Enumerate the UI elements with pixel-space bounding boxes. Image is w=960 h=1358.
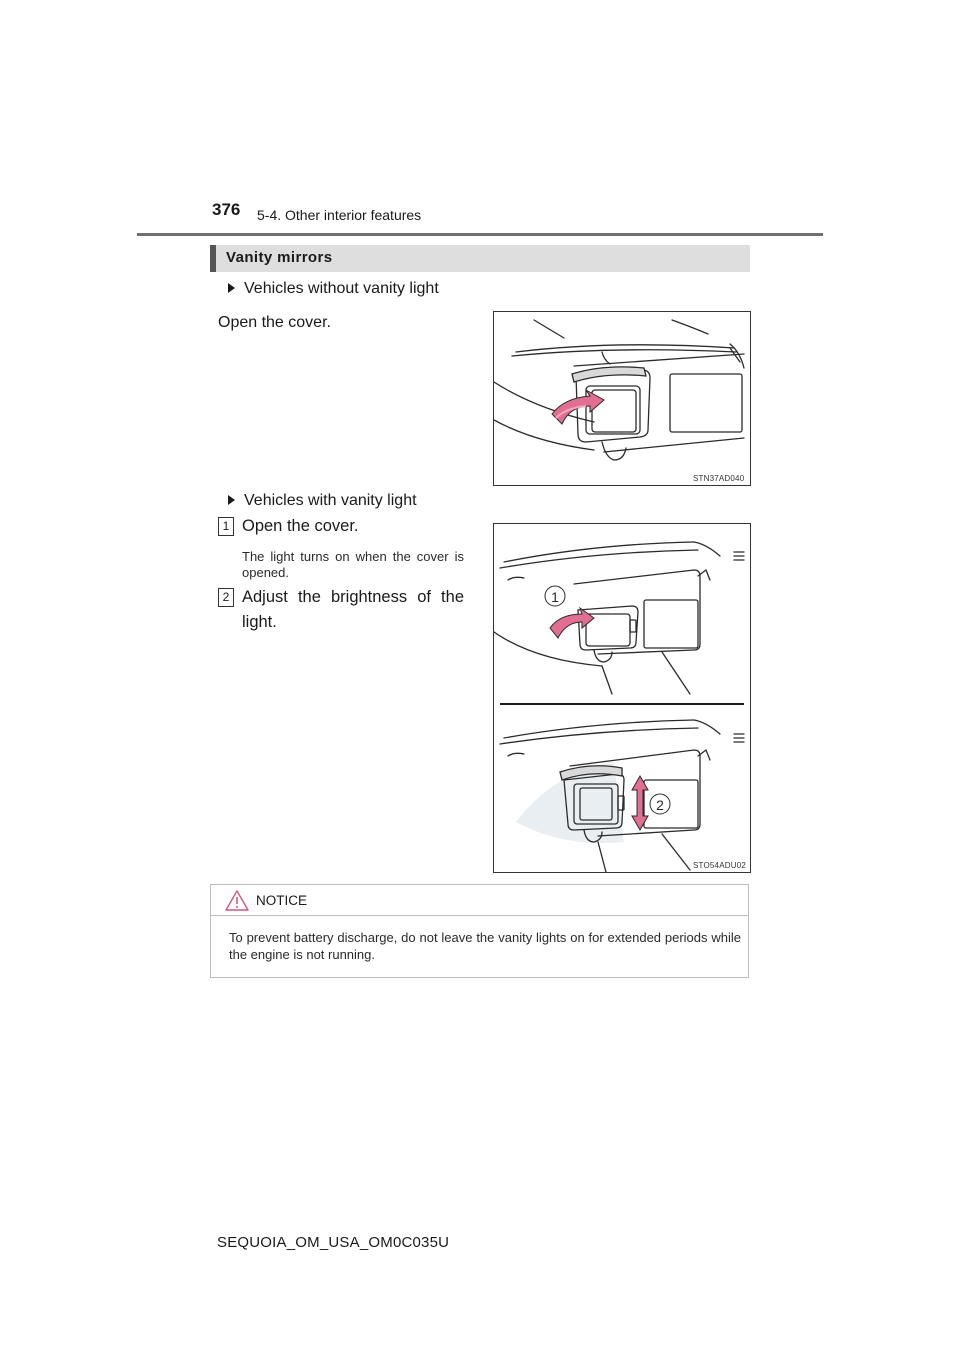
figure-code: STO54ADU02 xyxy=(693,861,746,870)
notice-label: NOTICE xyxy=(256,893,308,908)
bullet-arrow-icon xyxy=(228,283,235,293)
notice-header xyxy=(211,885,748,916)
step-1-note: The light turns on when the cover is opened. xyxy=(242,549,464,580)
step-number-1: 1 xyxy=(218,517,234,536)
notice-text: To prevent battery discharge, do not leave the vanity lights on for extended periods while the engine is not running. xyxy=(229,930,741,962)
instruction-open-cover: Open the cover. xyxy=(218,314,331,331)
section-heading-bar xyxy=(210,245,750,272)
step-1-text: Open the cover. xyxy=(242,517,359,535)
footer-manual-code: SEQUOIA_OM_USA_OM0C035U xyxy=(217,1234,450,1251)
step-2-text: Adjust the brightness of the light. xyxy=(242,588,464,631)
callout-2-bottom: 2 xyxy=(656,797,664,813)
figure-code: STN37AD040 xyxy=(693,474,745,483)
callout-1-top: 1 xyxy=(551,589,559,605)
bullet-with-light-label: Vehicles with vanity light xyxy=(244,492,417,509)
section-heading: Vanity mirrors xyxy=(226,249,333,266)
bullet-without-light xyxy=(228,280,439,298)
bullet-without-light-label: Vehicles without vanity light xyxy=(244,280,439,297)
section-title: 5-4. Other interior features xyxy=(257,207,422,223)
figure-without-light xyxy=(493,311,751,486)
visor-mirror-illustration xyxy=(494,312,750,485)
vanity-light-illustration xyxy=(494,524,750,872)
section-heading-accent xyxy=(210,245,216,272)
page-number: 376 xyxy=(212,200,241,219)
step-number-2: 2 xyxy=(218,588,234,607)
bullet-arrow-icon xyxy=(228,495,235,505)
notice-box xyxy=(210,884,749,978)
header-rule xyxy=(137,233,823,236)
warning-triangle-icon xyxy=(225,890,249,911)
bullet-with-light xyxy=(228,492,417,510)
figure-with-light xyxy=(493,523,751,873)
